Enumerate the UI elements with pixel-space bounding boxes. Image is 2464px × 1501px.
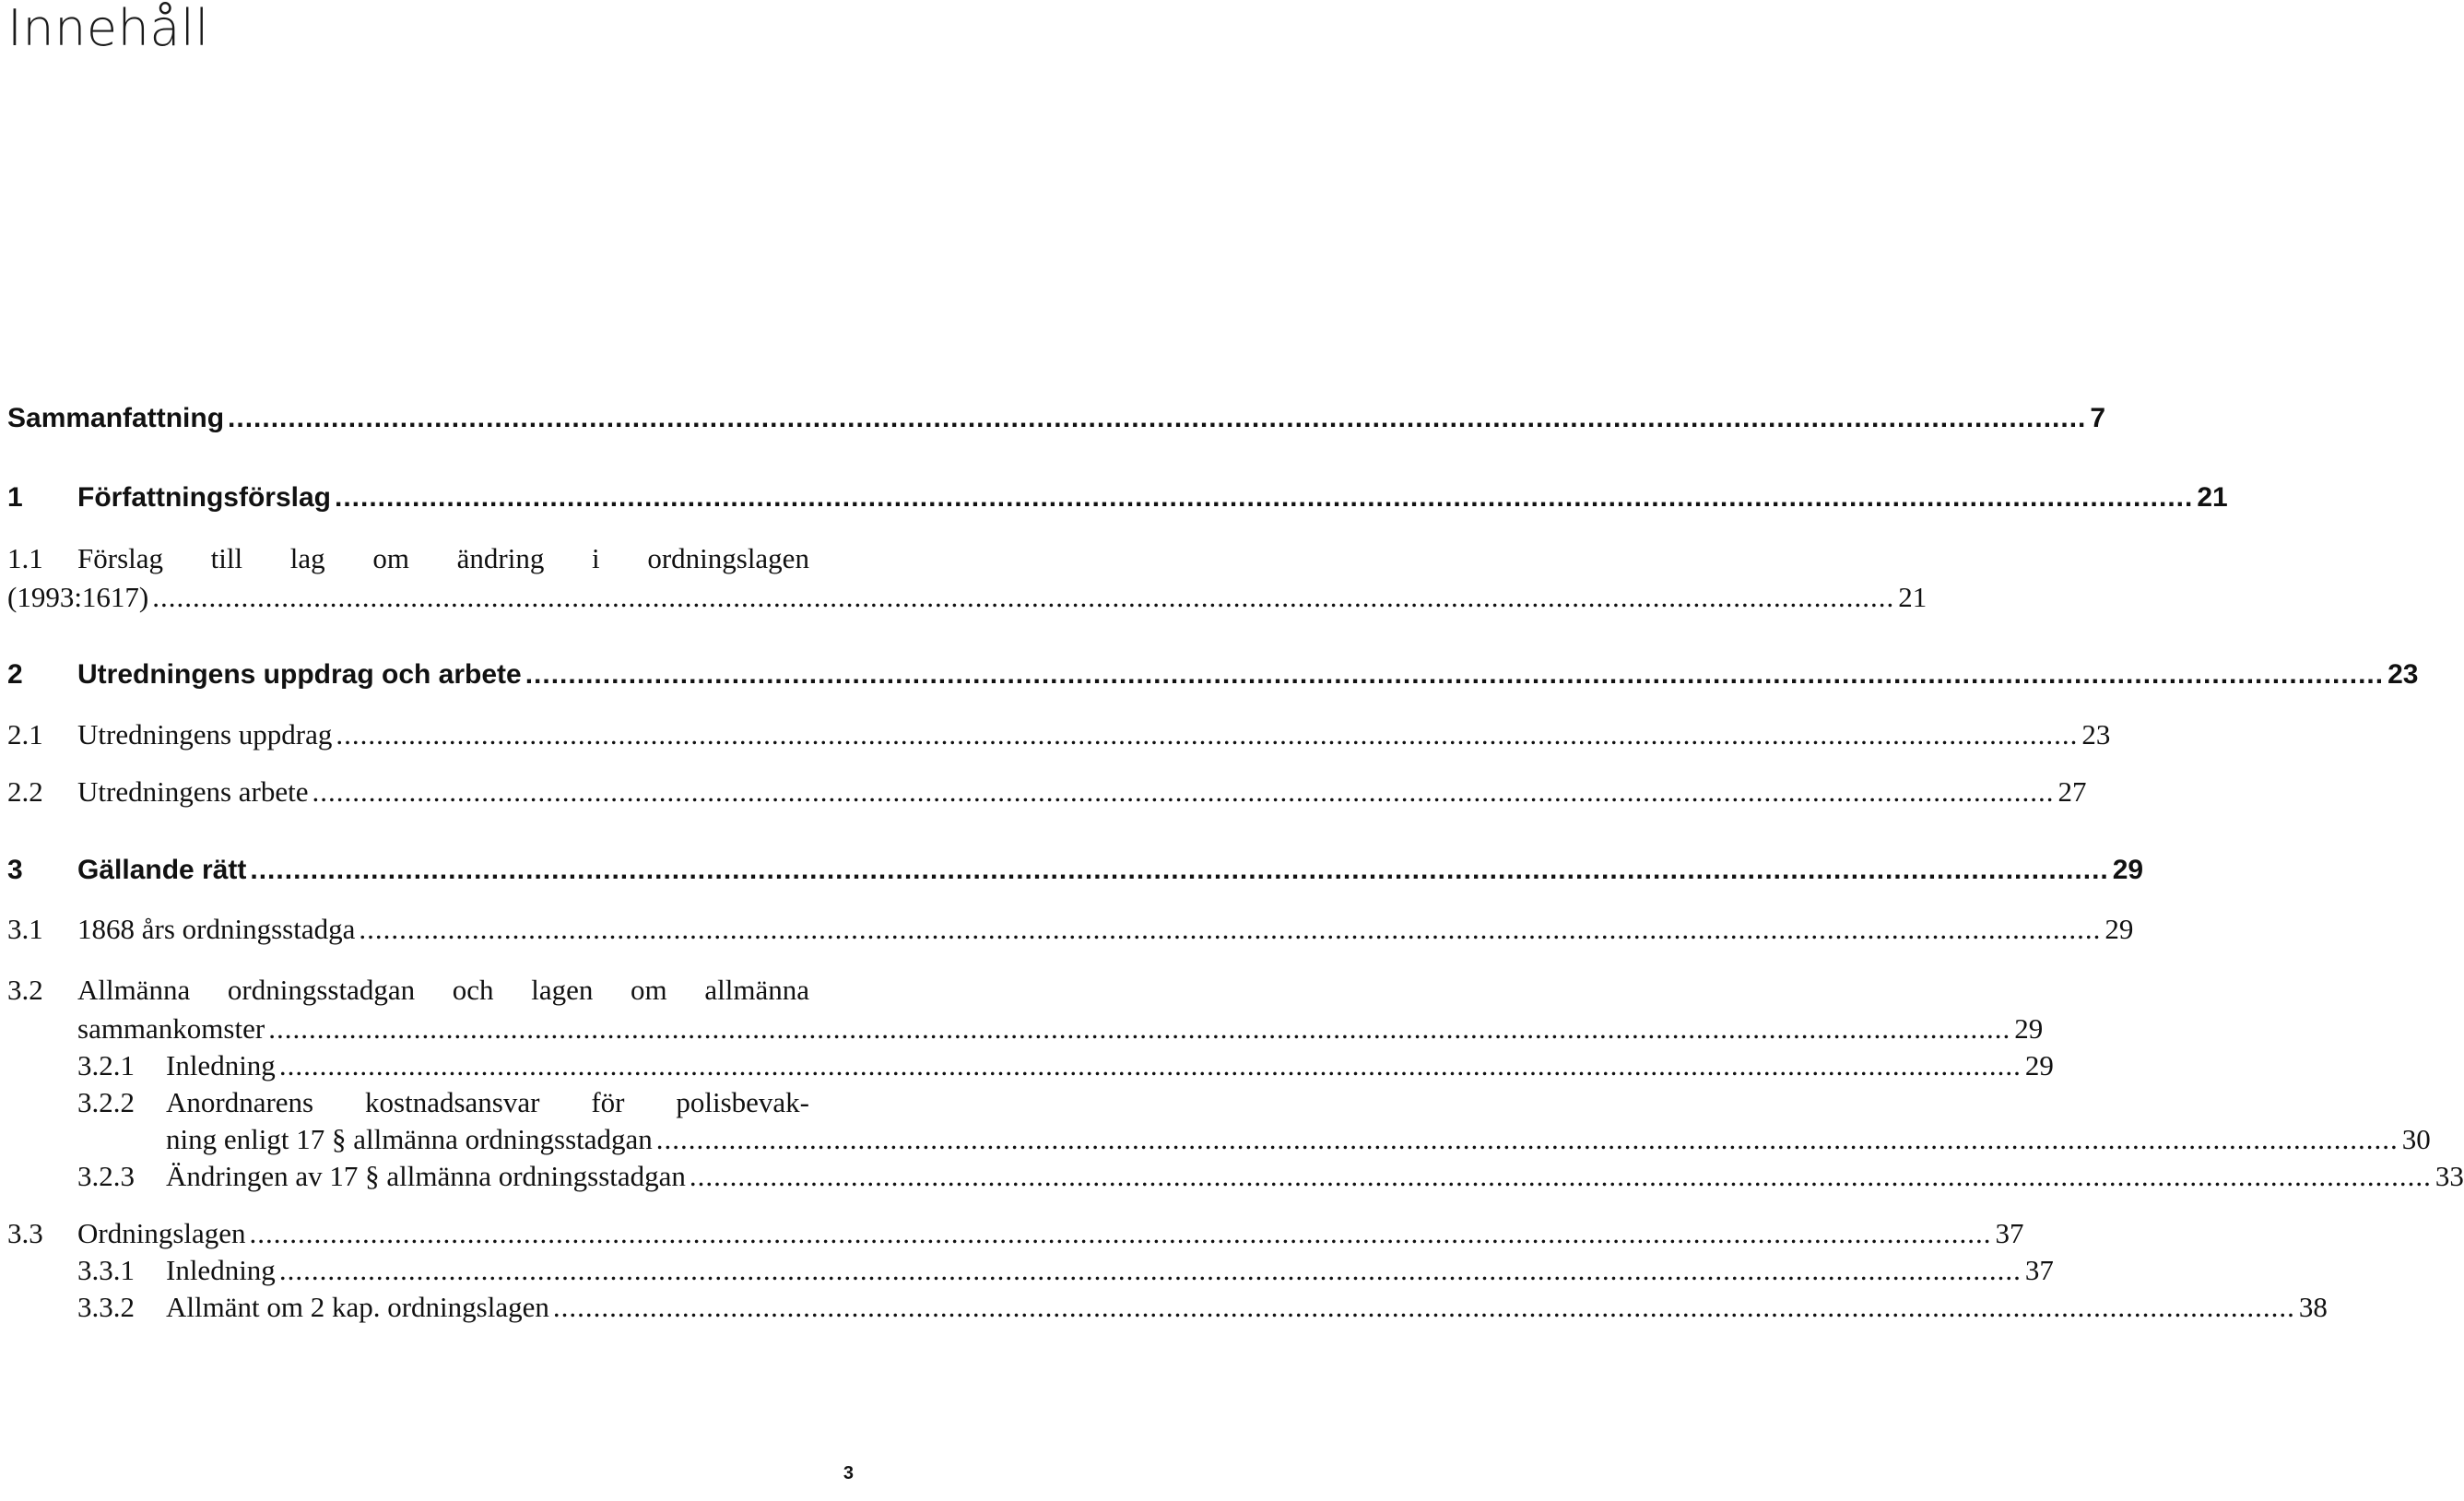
toc-entry-number: 3.2.2 <box>77 1086 135 1118</box>
toc-entry-label: Allmänt om 2 kap. ordningslagen <box>166 1291 549 1323</box>
toc-entry-number: 3.2.3 <box>77 1160 135 1192</box>
toc-entry-label-cont: sammankomster <box>77 1012 265 1045</box>
toc-entry-label-cont: ning enligt 17 § allmänna ordningsstadgan <box>166 1123 653 1155</box>
toc-entry-section-3-3-1[interactable] <box>77 1252 2054 1289</box>
toc-entry-page: 29 <box>2024 1049 2054 1081</box>
dot-leader <box>268 1011 2010 1047</box>
toc-entry-chapter-1[interactable] <box>7 479 2228 516</box>
label-word: ordningslagen <box>647 542 809 574</box>
toc-entry-page: 30 <box>2401 1123 2431 1155</box>
toc-entry-section-3-3[interactable] <box>7 1215 2024 1252</box>
label-word: för <box>591 1086 625 1118</box>
dot-leader <box>553 1289 2295 1326</box>
toc-entry-number: 3.1 <box>7 913 43 945</box>
toc-entry-section-3-2[interactable] <box>7 972 881 1009</box>
toc-entry-page: 29 <box>2104 913 2134 945</box>
toc-entry-page: 27 <box>2057 775 2087 808</box>
toc-entry-chapter-2[interactable] <box>7 656 2419 693</box>
label-word: ordningsstadgan <box>227 974 416 1006</box>
toc-entry-section-2-2[interactable] <box>7 774 2087 810</box>
toc-entry-section-3-1[interactable] <box>7 911 2134 948</box>
toc-entry-section-2-1[interactable] <box>7 716 2111 753</box>
toc-entry-number: 1.1 <box>7 542 43 574</box>
toc-entry-label: Utredningens uppdrag och arbete <box>77 659 522 690</box>
toc-entry-section-3-2-1[interactable] <box>77 1047 2054 1084</box>
toc-entry-label: Gällande rätt <box>77 855 247 885</box>
toc-entry-label: Utredningens uppdrag <box>77 718 333 750</box>
label-word: i <box>592 542 600 574</box>
toc-entry-section-3-3-2[interactable] <box>77 1289 2328 1326</box>
toc-entry-sammanfattning[interactable] <box>7 400 2106 437</box>
toc-entry-number: 2 <box>7 659 23 690</box>
toc-entry-number: 2.2 <box>7 775 43 808</box>
toc-entry-label <box>77 540 809 577</box>
toc-entry-section-1-1[interactable] <box>7 540 881 577</box>
label-word: Allmänna <box>77 974 191 1006</box>
toc-entry-number: 3.2.1 <box>77 1049 135 1081</box>
toc-entry-number: 3.2 <box>7 974 43 1006</box>
toc-entry-label: Utredningens arbete <box>77 775 309 808</box>
toc-entry-section-3-2-2-cont[interactable] <box>166 1121 2431 1158</box>
toc-entry-chapter-3[interactable] <box>7 852 2144 889</box>
toc-entry-page: 23 <box>2387 659 2419 690</box>
toc-entry-page: 33 <box>2435 1160 2464 1192</box>
label-word: och <box>452 974 494 1006</box>
dot-leader <box>152 579 1894 616</box>
dot-leader <box>279 1252 2022 1289</box>
toc-entry-label-cont: (1993:1617) <box>7 581 149 613</box>
page-title: Innehåll <box>7 0 209 57</box>
dot-leader <box>525 656 2384 693</box>
toc-entry-page: 37 <box>2024 1254 2054 1286</box>
dot-leader <box>656 1121 2399 1158</box>
toc-entry-page: 29 <box>2112 855 2144 885</box>
dot-leader <box>690 1158 2432 1195</box>
label-word: ändring <box>456 542 545 574</box>
dot-leader <box>250 852 2108 889</box>
toc-entry-section-3-2-3[interactable] <box>77 1158 2464 1195</box>
dot-leader <box>359 911 2101 948</box>
toc-entry-number: 3.3 <box>7 1217 43 1249</box>
toc-entry-number: 3.3.2 <box>77 1291 135 1323</box>
toc-entry-label: Författningsförslag <box>77 482 331 513</box>
toc-entry-label: Inledning <box>166 1049 276 1081</box>
label-word: kostnadsansvar <box>365 1086 540 1118</box>
toc-entry-section-1-1-cont[interactable] <box>7 579 1928 616</box>
label-word: Anordnarens <box>166 1086 314 1118</box>
toc-entry-label: Inledning <box>166 1254 276 1286</box>
toc-entry-label: 1868 års ordningsstadga <box>77 913 356 945</box>
toc-entry-number: 3.3.1 <box>77 1254 135 1286</box>
dot-leader <box>336 716 2078 753</box>
toc-entry-section-3-2-cont[interactable] <box>77 1011 2044 1047</box>
label-word: lag <box>289 542 325 574</box>
label-word: om <box>372 542 409 574</box>
label-word: till <box>210 542 243 574</box>
toc-entry-label: Ordningslagen <box>77 1217 246 1249</box>
label-word: Förslag <box>77 542 163 574</box>
toc-entry-page: 21 <box>2197 482 2228 513</box>
toc-entry-page: 37 <box>1995 1217 2024 1249</box>
toc-entry-page: 7 <box>2090 403 2106 433</box>
toc-entry-page: 38 <box>2298 1291 2328 1323</box>
toc-entry-number: 2.1 <box>7 718 43 750</box>
toc-entry-number: 1 <box>7 482 23 513</box>
toc-entry-page: 29 <box>2014 1012 2044 1045</box>
toc-entry-page: 23 <box>2081 718 2111 750</box>
label-word: om <box>631 974 667 1006</box>
dot-leader <box>279 1047 2022 1084</box>
label-word: allmänna <box>704 974 809 1006</box>
toc-entry-section-3-2-2[interactable] <box>77 1084 881 1121</box>
toc-entry-page: 21 <box>1898 581 1928 613</box>
toc-entry-label <box>77 972 809 1009</box>
toc-entry-number: 3 <box>7 855 23 885</box>
dot-leader <box>312 774 2054 810</box>
page-number: 3 <box>843 1463 854 1483</box>
dot-leader <box>228 400 2086 437</box>
dot-leader <box>250 1215 1992 1252</box>
label-word: lagen <box>531 974 594 1006</box>
toc-entry-label: Ändringen av 17 § allmänna ordningsstadgan <box>166 1160 686 1192</box>
toc-entry-label <box>166 1084 809 1121</box>
toc-entry-label: Sammanfattning <box>7 403 225 433</box>
dot-leader <box>335 479 2193 516</box>
label-word: polisbevak- <box>676 1086 809 1118</box>
